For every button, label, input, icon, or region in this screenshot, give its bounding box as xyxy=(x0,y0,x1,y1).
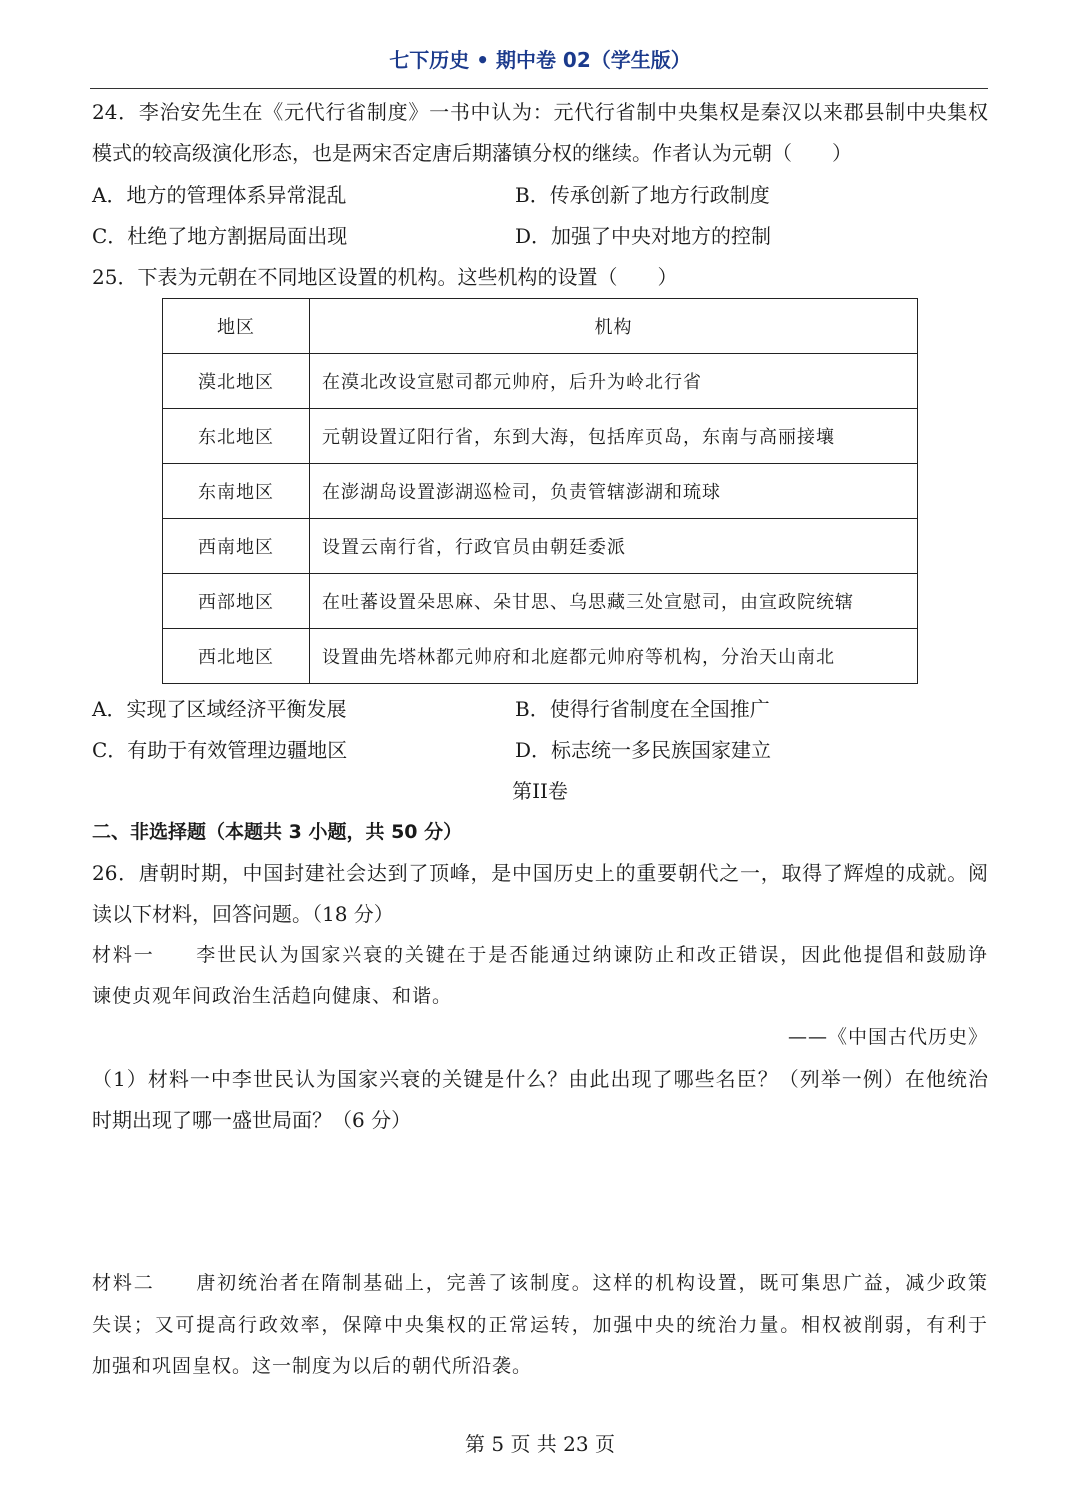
material2-line1: 材料二 唐初统治者在隋制基础上，完善了该制度。这样的机构设置，既可集思广益，减少政策 xyxy=(92,1272,988,1294)
q24-option-b: B．传承创新了地方行政制度 xyxy=(515,183,770,207)
page-number: 第 5 页 共 23 页 xyxy=(465,1432,615,1456)
q24-stem-line1: 24．李治安先生在《元代行省制度》一书中认为：元代行省制中央集权是秦汉以来郡县制中央集权 xyxy=(92,100,988,124)
volume-title: 第II卷 xyxy=(512,779,568,803)
table-cell-institution: 在漠北改设宣慰司都元帅府，后升为岭北行省 xyxy=(310,354,918,409)
material1-source: ——《中国古代历史》 xyxy=(787,1026,988,1048)
q25-option-c: C．有助于有效管理边疆地区 xyxy=(92,738,348,762)
q25-institution-table xyxy=(162,298,918,684)
table-row xyxy=(163,464,918,519)
table-cell-institution: 设置曲先塔林都元帅府和北庭都元帅府等机构，分治天山南北 xyxy=(310,629,918,684)
q26-stem-line1: 26．唐朝时期，中国封建社会达到了顶峰，是中国历史上的重要朝代之一，取得了辉煌的成就。阅 xyxy=(92,861,988,885)
table-row xyxy=(163,574,918,629)
q24-option-c: C．杜绝了地方割据局面出现 xyxy=(92,224,348,248)
q24-stem-line2: 模式的较高级演化形态，也是两宋否定唐后期藩镇分权的继续。作者认为元朝（ ） xyxy=(92,141,852,165)
q24-option-d: D．加强了中央对地方的控制 xyxy=(515,224,772,248)
page-header-title: 七下历史 • 期中卷 02（学生版） xyxy=(389,48,691,72)
header-divider xyxy=(90,88,988,89)
table-header-region: 地区 xyxy=(163,299,310,354)
table-row xyxy=(163,354,918,409)
table-cell-region: 漠北地区 xyxy=(163,354,310,409)
q26-stem-line2: 读以下材料，回答问题。（18 分） xyxy=(92,902,394,926)
material2-line2: 失误；又可提高行政效率，保障中央集权的正常运转，加强中央的统治力量。相权被削弱，有利于 xyxy=(92,1314,988,1336)
table-cell-institution: 在吐蕃设置朵思麻、朵甘思、乌思藏三处宣慰司，由宣政院统辖 xyxy=(310,574,918,629)
table-row xyxy=(163,629,918,684)
q25-option-b: B．使得行省制度在全国推广 xyxy=(515,697,770,721)
q26-sub1-line1: （1）材料一中李世民认为国家兴衰的关键是什么？由此出现了哪些名臣？（列举一例）在他统治 xyxy=(92,1067,988,1091)
table-cell-institution: 元朝设置辽阳行省，东到大海，包括库页岛，东南与高丽接壤 xyxy=(310,409,918,464)
table-row xyxy=(163,409,918,464)
material1-line2: 谏使贞观年间政治生活趋向健康、和谐。 xyxy=(92,985,453,1007)
q26-sub1-line2: 时期出现了哪一盛世局面？（6 分） xyxy=(92,1108,412,1132)
table-cell-region: 西北地区 xyxy=(163,629,310,684)
table-cell-region: 西南地区 xyxy=(163,519,310,574)
table-header-row xyxy=(163,299,918,354)
q25-stem: 25．下表为元朝在不同地区设置的机构。这些机构的设置（ ） xyxy=(92,265,678,289)
material1-line1: 材料一 李世民认为国家兴衰的关键在于是否能通过纳谏防止和改正错误，因此他提倡和鼓励诤 xyxy=(92,944,988,966)
table-cell-institution: 设置云南行省，行政官员由朝廷委派 xyxy=(310,519,918,574)
q24-option-a: A．地方的管理体系异常混乱 xyxy=(92,183,347,207)
table-cell-institution: 在澎湖岛设置澎湖巡检司，负责管辖澎湖和琉球 xyxy=(310,464,918,519)
table-cell-region: 东南地区 xyxy=(163,464,310,519)
table-cell-region: 东北地区 xyxy=(163,409,310,464)
table-header-institution: 机构 xyxy=(310,299,918,354)
table-cell-region: 西部地区 xyxy=(163,574,310,629)
q25-option-a: A．实现了区域经济平衡发展 xyxy=(92,697,347,721)
table-row xyxy=(163,519,918,574)
section-title: 二、非选择题（本题共 3 小题，共 50 分） xyxy=(92,821,463,843)
material2-line3: 加强和巩固皇权。这一制度为以后的朝代所沿袭。 xyxy=(92,1355,533,1377)
q25-option-d: D．标志统一多民族国家建立 xyxy=(515,738,772,762)
